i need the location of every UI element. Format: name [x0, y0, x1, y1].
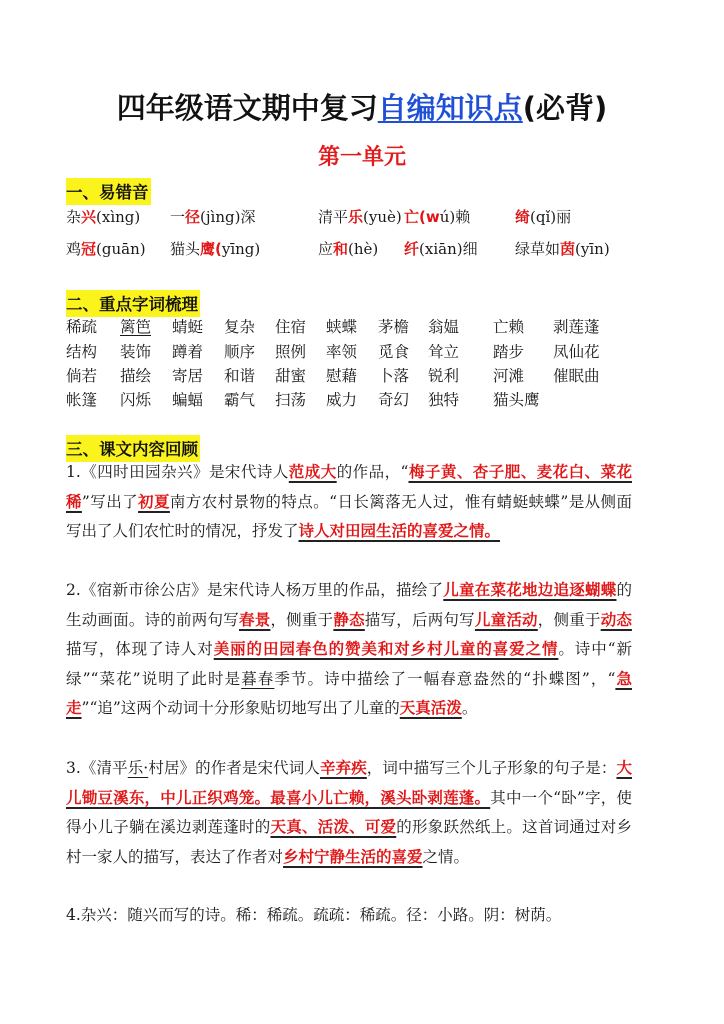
paragraph-text: 4.杂兴：随兴而写的诗。稀：稀疏。疏疏：稀疏。径：小路。阴：树荫。 [66, 906, 562, 924]
paragraph-text: 的生动画面。诗的前两句写 [66, 581, 632, 629]
vocabulary-word: 率领 [326, 343, 358, 361]
paragraph-text: 的作品，“ [336, 463, 409, 481]
item-pinyin: (qǐ)丽 [530, 208, 572, 226]
vocabulary-word: 闪烁 [120, 391, 152, 409]
underlined-text: 暮春 [241, 669, 275, 688]
item-pinyin: (yuè) [363, 208, 402, 226]
vocabulary-word: 催眠曲 [553, 367, 600, 385]
vocabulary-word: 踏步 [493, 343, 525, 361]
item-prefix: 一 [170, 208, 186, 226]
vocabulary-word: 蝙蝠 [172, 391, 204, 409]
vocabulary-word: 复杂 [224, 318, 256, 336]
vocabulary-word: 装饰 [120, 343, 152, 361]
vocabulary-word: 猫头鹰 [493, 391, 540, 409]
item-pinyin: (xìng) [96, 208, 141, 226]
paragraph-text: 季节。诗中描绘了一幅春意盎然的“扑蝶图”，“ [274, 669, 616, 688]
key-point-highlight: 急走 [66, 669, 632, 717]
paragraph-text: 3.《清平 [66, 759, 128, 777]
vocabulary-word: 顺序 [224, 343, 256, 361]
item-pinyin: (hè) [348, 240, 379, 258]
title-part-3: (必背) [522, 91, 608, 125]
vocabulary-word: 耸立 [428, 343, 460, 361]
item-highlight: 纤 [404, 240, 420, 258]
item-prefix: 鸡 [66, 240, 82, 258]
item-highlight: 茵 [560, 240, 576, 258]
item-highlight: 冠 [81, 240, 97, 258]
vocabulary-word: 河滩 [493, 367, 525, 385]
pronunciation-item [404, 238, 478, 259]
title-part-2: 自编知识点 [377, 91, 523, 125]
paragraph-text: 。诗中“新绿”“菜花”说明了此时是 [66, 640, 632, 688]
item-highlight: 和 [333, 240, 349, 258]
underlined-text: 乐· [127, 759, 149, 777]
vocabulary-word: 和谐 [224, 367, 256, 385]
vocabulary-word: 霸气 [224, 391, 256, 409]
paragraph-text: 的形象跃然纸上。这首词通过对乡村一家人的描写，表达了作者对 [66, 818, 632, 866]
paragraph-text: 之情。 [422, 847, 470, 866]
item-highlight: 鹰( [200, 240, 222, 258]
key-point-highlight: 静态 [333, 610, 365, 629]
key-point-highlight: 辛弃疾 [319, 759, 367, 777]
paragraph-text: 1.《四时田园杂兴》是宋代诗人 [66, 463, 289, 481]
section-3-heading: 三、课文内容回顾 [66, 435, 200, 462]
item-highlight: 绮 [515, 208, 531, 226]
item-pinyin: (yīn) [575, 240, 610, 258]
item-highlight: 亡(w [404, 208, 440, 226]
item-prefix: 杂 [66, 208, 82, 226]
vocabulary-word: 锐利 [428, 367, 460, 385]
item-prefix: 绿草如 [515, 240, 561, 258]
pronunciation-item [318, 206, 402, 227]
item-prefix: 应 [318, 240, 334, 258]
paragraph-text: ，侧重于 [270, 610, 334, 629]
vocabulary-word: 描绘 [120, 367, 152, 385]
item-pinyin: (jìng)深 [200, 208, 256, 226]
item-pinyin: yīng) [221, 240, 261, 258]
pronunciation-item [404, 206, 470, 227]
key-point-highlight: 儿童在菜花地边追逐蝴蝶 [443, 581, 617, 599]
review-paragraph [66, 458, 632, 547]
vocabulary-word: 蜻蜓 [172, 318, 204, 336]
vocabulary-word: 威力 [326, 391, 358, 409]
key-point-highlight: 春景 [238, 610, 271, 629]
paragraph-text: ，词中描写三个儿子形象的句子是： [366, 759, 617, 777]
vocabulary-word: 寄居 [172, 367, 204, 385]
pronunciation-item [515, 206, 571, 227]
item-prefix: 清平 [318, 208, 349, 226]
paragraph-text: 南方农村景物的特点。“日长篱落无人过，惟有蜻蜓蛱蝶”是从侧面写出了人们农忙时的情况，抒发了 [66, 492, 632, 540]
vocabulary-word: 茅檐 [378, 318, 410, 336]
vocabulary-word: 倘若 [66, 367, 98, 385]
item-highlight: 径 [185, 208, 201, 226]
pronunciation-item [170, 206, 255, 227]
vocabulary-word: 剥莲蓬 [553, 318, 600, 336]
pronunciation-item [170, 238, 260, 259]
vocabulary-word: 帐篷 [66, 391, 98, 409]
paragraph-text: 。 [461, 699, 478, 717]
vocabulary-word: 凤仙花 [553, 343, 600, 361]
item-highlight: 乐 [348, 208, 364, 226]
vocabulary-word: 蹲着 [172, 343, 204, 361]
vocabulary-word: 扫荡 [275, 391, 307, 409]
key-point-highlight: 范成大 [288, 463, 337, 481]
pronunciation-item [66, 206, 140, 227]
item-pinyin: ú)赖 [439, 208, 471, 226]
paragraph-text: 2.《宿新市徐公店》是宋代诗人杨万里的作品，描绘了 [66, 581, 444, 599]
section-1-heading: 一、易错音 [66, 178, 151, 205]
paragraph-text: 描写，后两句写 [364, 610, 475, 629]
paragraph-text: ，侧重于 [537, 610, 601, 629]
key-point-highlight: 大儿锄豆溪东，中儿正织鸡笼。最喜小儿亡赖，溪头卧剥莲蓬。 [66, 759, 632, 807]
vocabulary-word: 蛱蝶 [326, 318, 358, 336]
paragraph-text: ”写出了 [81, 492, 139, 511]
item-highlight: 兴 [81, 208, 97, 226]
vocabulary-word: 结构 [66, 343, 98, 361]
vocabulary-word: 亡赖 [493, 318, 525, 336]
review-paragraph [66, 901, 632, 931]
vocabulary-word: 甜蜜 [275, 367, 307, 385]
pronunciation-item [515, 238, 610, 259]
key-point-highlight: 乡村宁静生活的喜爱 [283, 847, 423, 866]
vocabulary-word: 住宿 [275, 318, 307, 336]
vocabulary-word: 独特 [428, 391, 460, 409]
paragraph-text: ”“追”这两个动词十分形象贴切地写出了儿童的 [81, 699, 400, 717]
pronunciation-item [66, 238, 146, 259]
paragraph-text: 描写，体现了诗人对 [66, 640, 214, 658]
review-paragraph [66, 754, 632, 872]
key-point-highlight: 美丽的田园春色的赞美和对乡村儿童的喜爱之情 [213, 640, 559, 658]
key-point-highlight: 初夏 [138, 492, 170, 511]
key-point-highlight: 儿童活动 [474, 610, 538, 629]
vocabulary-word: 觅食 [378, 343, 410, 361]
vocabulary-word: 翁媪 [428, 318, 460, 336]
key-point-highlight: 诗人对田园生活的喜爱之情。 [298, 522, 501, 540]
paragraph-text: 其中一个“卧”字，使得小儿子躺在溪边剥莲蓬时的 [66, 788, 632, 836]
vocabulary-word: 卜落 [378, 367, 410, 385]
key-point-highlight: 天真活泼 [399, 699, 462, 717]
unit-title: 第一单元 [317, 145, 406, 170]
key-point-highlight: 梅子黄、杏子肥、麦花白、菜花稀 [66, 463, 632, 511]
item-prefix: 猫头 [170, 240, 201, 258]
paragraph-text: 村居》的作者是宋代词人 [148, 759, 320, 777]
title-part-1: 四年级语文期中复习 [116, 91, 378, 125]
review-paragraph [66, 576, 632, 724]
item-pinyin: (xiān)细 [419, 240, 478, 258]
item-pinyin: (guān) [96, 240, 146, 258]
key-point-highlight: 天真、活泼、可爱 [270, 818, 397, 836]
vocabulary-word: 稀疏 [66, 318, 98, 336]
vocabulary-word: 照例 [275, 343, 307, 361]
vocabulary-word: 慰藉 [326, 367, 358, 385]
pronunciation-item [318, 238, 378, 259]
vocabulary-word: 篱笆 [120, 318, 152, 336]
section-2-heading: 二、重点字词梳理 [66, 290, 200, 317]
page-title [0, 86, 724, 127]
key-point-highlight: 动态 [600, 610, 632, 629]
vocabulary-word: 奇幻 [378, 391, 410, 409]
